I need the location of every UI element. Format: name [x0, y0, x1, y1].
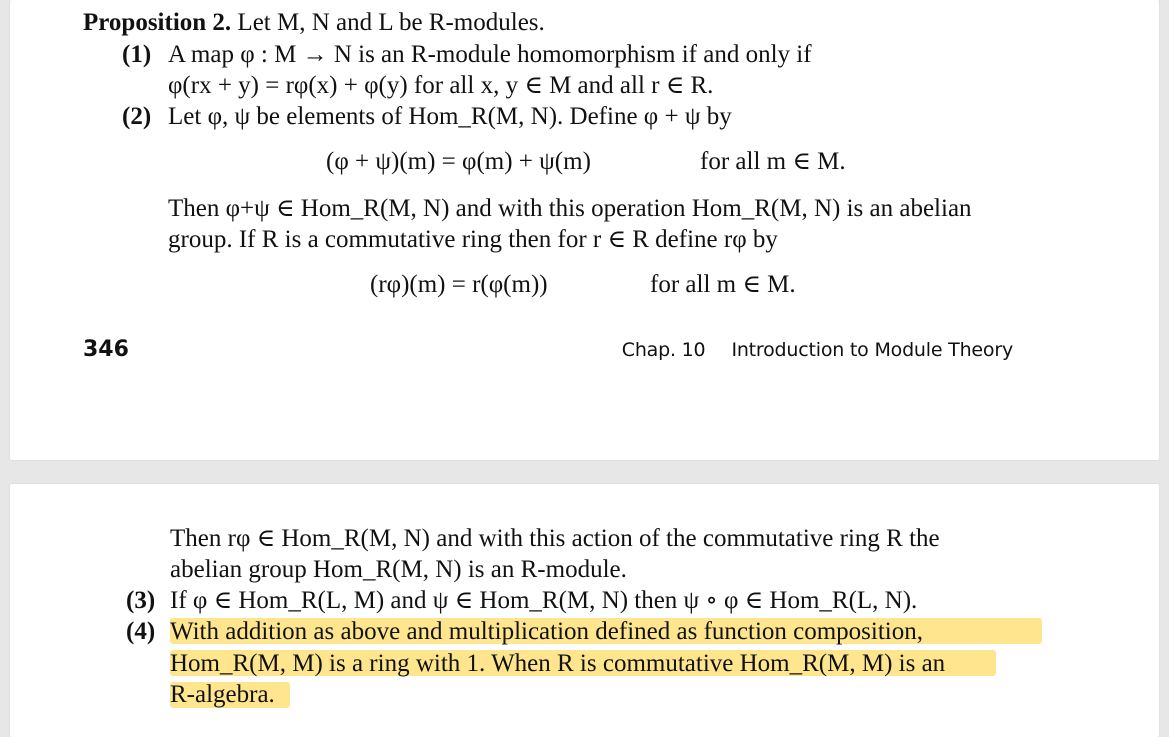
item-4-line-3: R-algebra.	[170, 681, 275, 708]
item-1-line-1: A map φ : M → N is an R-module homomorphism if and only if	[168, 41, 812, 68]
page-top	[10, 0, 1159, 460]
page-number: 346	[83, 337, 129, 362]
proposition-label: Proposition 2.	[83, 9, 232, 36]
running-footer	[622, 339, 1013, 361]
item-1-line-2: φ(rx + y) = rφ(x) + φ(y) for all x, y ∈ M and all r ∈ R.	[168, 72, 714, 99]
item-4-line-2: Hom_R(M, M) is a ring with 1. When R is commutative Hom_R(M, M) is an	[170, 650, 946, 677]
footer-chapter: Chap. 10	[621, 339, 706, 361]
item-2-line-2: Then φ+ψ ∈ Hom_R(M, N) and with this operation Hom_R(M, N) is an abelian	[168, 195, 972, 222]
item-2-number: (2)	[122, 103, 152, 130]
item-4-number: (4)	[126, 618, 156, 645]
proposition-heading	[83, 8, 545, 38]
item-3-text: If φ ∈ Hom_R(L, M) and ψ ∈ Hom_R(M, N) then ψ ∘ φ ∈ Hom_R(L, N).	[170, 587, 918, 614]
continued-line-2: abelian group Hom_R(M, N) is an R-module.	[170, 556, 627, 583]
equation-sum-left: (φ + ψ)(m) = φ(m) + ψ(m)	[326, 148, 591, 175]
item-2-line-3: group. If R is a commutative ring then for r ∈ R define rφ by	[168, 226, 778, 253]
proposition-intro: Let M, N and L be R-modules.	[237, 9, 545, 36]
item-2-line-1: Let φ, ψ be elements of Hom_R(M, N). Define φ + ψ by	[168, 103, 732, 130]
footer-title: Introduction to Module Theory	[731, 339, 1013, 361]
equation-scalar-left: (rφ)(m) = r(φ(m))	[370, 271, 548, 298]
continued-line-1: Then rφ ∈ Hom_R(M, N) and with this action of the commutative ring R the	[170, 525, 940, 552]
equation-scalar-right: for all m ∈ M.	[650, 271, 796, 298]
page-bottom	[10, 484, 1159, 737]
item-3-number: (3)	[126, 587, 156, 614]
item-1-number: (1)	[122, 41, 152, 68]
item-4-line-1: With addition as above and multiplication defined as function composition,	[170, 618, 924, 645]
equation-sum-right: for all m ∈ M.	[700, 148, 846, 175]
